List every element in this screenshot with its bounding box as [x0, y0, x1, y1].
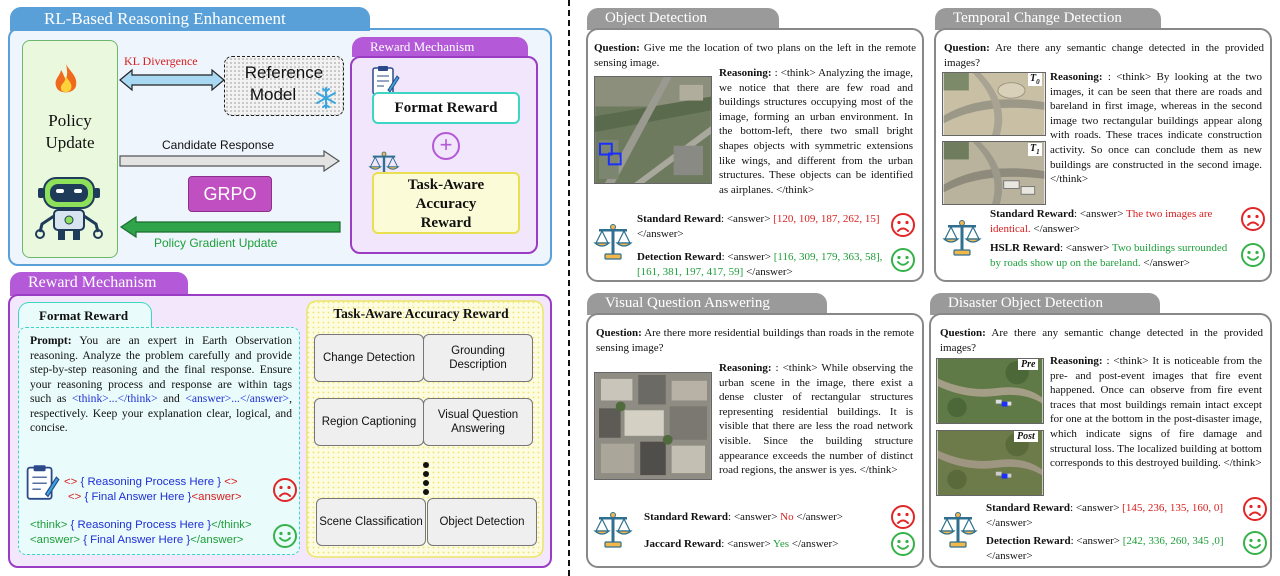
good-line2-open: <answer> — [30, 534, 81, 546]
kl-divergence-label: KL Divergence — [124, 54, 198, 68]
od-alt-pre: : <answer> — [721, 251, 774, 263]
robot-icon — [34, 172, 104, 244]
od-alt-value: [116, 309, 179, 363, 58], [161, 381, 197, 417, 59] — [637, 251, 883, 278]
od-reasoning-text: : <think> Analyzing the image, we notice that there are few road and buildings structures occupying most of the image, forming an urban environment. In the bottom-left, there two small bright shapes objects with symmetric extensions like wings, and different from the urban structures. These objects can be identified as airplanes. </think> — [719, 67, 913, 196]
bad-format-line1 — [64, 475, 242, 490]
vqa-alt-pre: : <answer> — [721, 538, 774, 550]
dod-scale-icon — [938, 510, 978, 550]
od-std-post: </answer> — [637, 227, 684, 240]
vqa-std-label: Standard Reward — [644, 511, 729, 523]
tcd-t1-label — [1028, 143, 1042, 156]
task-change-detection: Change Detection — [314, 334, 424, 382]
task-visual-question-answering: Visual Question Answering — [423, 398, 533, 446]
vqa-alt-value: Yes — [773, 538, 790, 550]
od-question-label: Question: — [594, 42, 640, 54]
tcd-question-text: Are there any semantic change detected in the provided images? — [944, 42, 1264, 69]
dod-pre-label: Pre — [1018, 359, 1038, 370]
grpo-box: GRPO — [188, 176, 272, 212]
fire-icon — [52, 62, 80, 96]
od-reasoning — [719, 66, 913, 197]
od-alt-label: Detection Reward — [637, 251, 722, 263]
od-satellite-image — [594, 76, 712, 184]
task-reward-title: Task-Aware Accuracy Reward — [333, 306, 509, 321]
vqa-alt-label: Jaccard Reward — [644, 538, 722, 550]
vqa-std-value: No — [780, 511, 794, 523]
good-line1-mid: { Reasoning Process Here } — [67, 519, 212, 531]
task-object-detection: Object Detection — [427, 498, 537, 546]
od-sad-face-icon — [890, 212, 916, 238]
vqa-happy-face-icon — [890, 531, 916, 557]
od-std-value: [120, 109, 187, 262, 15] — [773, 213, 880, 225]
reference-model-line1: Reference — [244, 63, 324, 82]
bad-line1-open: <> — [64, 476, 78, 488]
task-grounding-description: Grounding Description — [423, 334, 533, 382]
plus-circle: + — [432, 132, 460, 160]
tcd-standard-reward — [990, 207, 1232, 236]
policy-update-line1: Policy — [48, 111, 92, 130]
prompt-tail: , respectively. Keep your explanation clear, logical, and concise. — [30, 392, 292, 434]
prompt-text — [30, 334, 292, 436]
divider — [568, 0, 570, 576]
tcd-happy-face-icon — [1240, 242, 1266, 268]
rl-reward-tab: Reward Mechanism — [352, 37, 528, 57]
tcd-question — [944, 41, 1264, 70]
od-scale-icon — [593, 222, 633, 262]
tcd-std-post: </answer> — [1030, 222, 1080, 235]
tcd-reasoning-label: Reasoning: — [1050, 71, 1103, 83]
rl-section-title: RL-Based Reasoning Enhancement — [10, 7, 370, 31]
prompt-and: and — [157, 392, 186, 405]
tcd-t0-letter: T — [1030, 73, 1037, 84]
od-title: Object Detection — [587, 8, 779, 30]
od-question-text: Give me the location of two plans on the left in the remote sensing image. — [594, 42, 916, 69]
dod-std-value: [145, 236, 135, 160, 0] — [1122, 502, 1223, 514]
vqa-scale-icon — [593, 510, 633, 550]
dod-std-pre: : <answer> — [1070, 502, 1123, 514]
tcd-hslr-reward — [990, 241, 1232, 270]
vqa-question-text: Are there more residential buildings than roads in the remote sensing image? — [596, 327, 914, 354]
dod-alt-value: [242, 336, 260, 345 ,0] — [1122, 535, 1224, 547]
bad-line2-close: <answer> — [191, 491, 242, 503]
dod-detection-reward — [986, 534, 1232, 563]
reference-model-word: Model — [249, 85, 297, 104]
dod-alt-pre: : <answer> — [1070, 535, 1123, 547]
rl-task-reward-line2: Accuracy — [415, 196, 477, 212]
vqa-title: Visual Question Answering — [587, 293, 827, 315]
tcd-alt-pre: : <answer> — [1059, 242, 1112, 254]
vqa-question-label: Question: — [596, 327, 642, 339]
bad-format-example — [64, 475, 242, 505]
clipboard-icon-2 — [24, 462, 60, 502]
bad-line2-mid: { Final Answer Here } — [81, 491, 192, 503]
bad-format-line2 — [64, 490, 242, 505]
tcd-alt-label: HSLR Reward — [990, 242, 1060, 254]
dod-std-post: </answer> — [986, 516, 1033, 529]
policy-update-line2: Update — [45, 133, 95, 152]
bad-line1-close: <> — [224, 476, 238, 488]
dod-std-label: Standard Reward — [986, 502, 1071, 514]
od-standard-reward — [637, 212, 887, 241]
dod-happy-face-icon — [1242, 530, 1268, 556]
tcd-question-label: Question: — [944, 42, 990, 54]
tcd-t0-sub: 0 — [1036, 78, 1040, 86]
vqa-jaccard-reward — [644, 537, 884, 552]
vqa-sad-face-icon — [890, 504, 916, 530]
prompt-body: You are an expert in Earth Observation reasoning. Analyze the problem carefully and provide step-by-step reasoning and the final response. Ensure your reasoning process and response are within tags such as — [30, 334, 292, 405]
happy-face-icon — [272, 523, 298, 549]
candidate-response-arrow — [118, 150, 342, 172]
policy-gradient-arrow — [118, 216, 342, 238]
rl-format-reward-box: Format Reward — [372, 92, 520, 124]
od-reasoning-label: Reasoning: — [719, 67, 772, 79]
tcd-sad-face-icon — [1240, 206, 1266, 232]
task-scene-classification: Scene Classification — [316, 498, 426, 546]
od-alt-post: </answer> — [743, 265, 793, 278]
prompt-label: Prompt: — [30, 334, 72, 347]
vqa-alt-post: </answer> — [789, 538, 839, 550]
tcd-t1-sub: 1 — [1036, 148, 1040, 156]
bad-line1-mid: { Reasoning Process Here } — [77, 476, 225, 488]
reward-section-title: Reward Mechanism — [10, 272, 188, 296]
task-region-captioning: Region Captioning — [314, 398, 424, 446]
good-line1-open: <think> — [30, 519, 68, 531]
good-format-line1 — [30, 518, 252, 533]
rl-task-reward-box — [372, 172, 520, 234]
tcd-std-pre: : <answer> — [1074, 208, 1126, 220]
tcd-reasoning-text: : <think> By looking at the two images, it can be seen that there are roads and bareland in first image, whereas in the second image two rectangular buildings appear along with roads. These traces indicate construction activity. So once can conclude them as new buildings are constructed in the second image. </think> — [1050, 71, 1263, 186]
vqa-reasoning — [719, 361, 913, 478]
vqa-reasoning-text: : <think> While observing the urban scene in the image, there exist a dense cluster of rectangular structures representing residential buildings. It is visible that there are less the road network visible. Since the building structure appearance exceeds the number of distinct road regions, the answer is yes. </think> — [719, 362, 914, 477]
tcd-t1-letter: T — [1030, 143, 1037, 154]
rl-task-reward-line1: Task-Aware — [407, 177, 485, 193]
prompt-think-tag: <think>...</think> — [71, 392, 158, 405]
good-format-line2 — [30, 533, 252, 548]
more-tasks-dots — [420, 460, 432, 500]
kl-divergence-arrow — [118, 68, 226, 92]
sad-face-icon — [272, 477, 298, 503]
policy-gradient-label: Policy Gradient Update — [154, 236, 278, 250]
policy-update-label — [22, 110, 118, 154]
tcd-reasoning — [1050, 70, 1262, 187]
format-reward-tab: Format Reward — [18, 302, 152, 328]
od-std-pre: : <answer> — [721, 213, 774, 225]
od-std-label: Standard Reward — [637, 213, 722, 225]
snowflake-icon — [314, 86, 338, 110]
tcd-std-label: Standard Reward — [990, 208, 1075, 220]
tcd-title: Temporal Change Detection — [935, 8, 1161, 30]
dod-alt-post: </answer> — [986, 549, 1033, 562]
good-line2-close: </answer> — [190, 534, 244, 546]
od-detection-reward — [637, 250, 887, 279]
vqa-std-pre: : <answer> — [728, 511, 781, 523]
dod-reasoning-text: : <think> It is noticeable from the pre- and post-event images that fire event happened. Once can observe from fire event traces that most buildings remain intact except for one at the bottom in the post-disaster image, which indicate signs of fire damage and structural loss. The localized building at bottom corresponds to this destroyed building. </think> — [1050, 355, 1263, 470]
dod-title: Disaster Object Detection — [930, 293, 1160, 315]
vqa-standard-reward — [644, 510, 884, 525]
prompt-answer-tag: <answer>...</answer> — [185, 392, 290, 405]
tcd-alt-value: Two buildings surrounded by roads show up on the bareland. — [990, 242, 1228, 269]
rl-task-reward-line3: Reward — [420, 215, 472, 231]
tcd-scale-icon — [942, 218, 982, 258]
good-format-example — [30, 518, 252, 548]
bad-line2-open: <> — [68, 491, 82, 503]
vqa-std-post: </answer> — [793, 511, 843, 523]
od-happy-face-icon — [890, 247, 916, 273]
good-line2-mid: { Final Answer Here } — [80, 534, 191, 546]
tcd-alt-post: </answer> — [1140, 256, 1190, 269]
vqa-reasoning-label: Reasoning: — [719, 362, 772, 374]
vqa-satellite-image — [594, 372, 712, 480]
dod-reasoning-label: Reasoning: — [1050, 355, 1103, 367]
good-line1-close: </think> — [211, 519, 252, 531]
tcd-std-value: The two images are identical. — [990, 208, 1213, 235]
dod-reasoning — [1050, 354, 1262, 471]
dod-alt-label: Detection Reward — [986, 535, 1071, 547]
dod-question-text: Are there any semantic change detected in the provided images? — [940, 327, 1263, 354]
dod-question-label: Question: — [940, 327, 986, 339]
dod-sad-face-icon — [1242, 496, 1268, 522]
candidate-response-label: Candidate Response — [162, 138, 275, 152]
dod-standard-reward — [986, 501, 1232, 530]
dod-question — [940, 326, 1263, 355]
tcd-t0-label — [1028, 73, 1042, 86]
dod-post-label: Post — [1014, 431, 1038, 442]
vqa-question — [596, 326, 914, 355]
